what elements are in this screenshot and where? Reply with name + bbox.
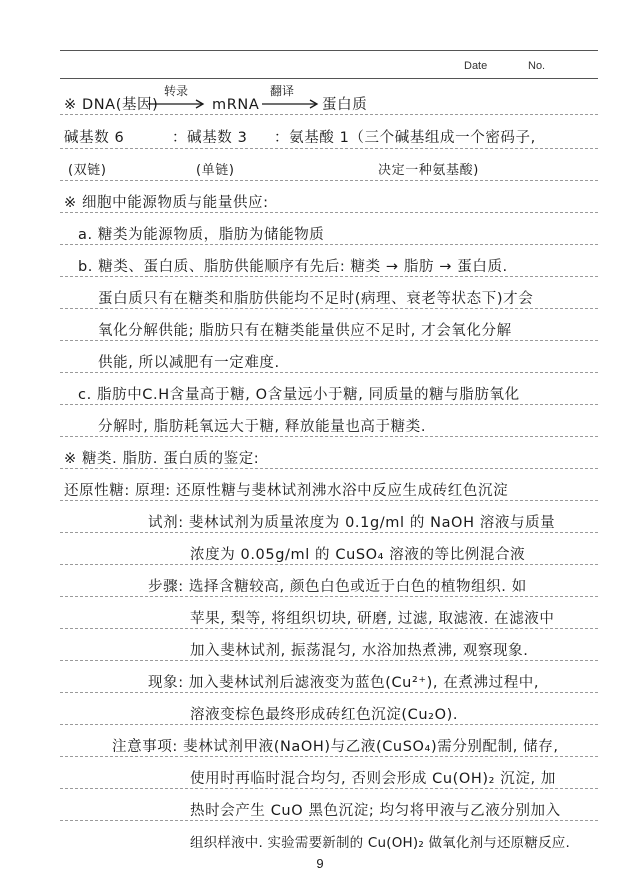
ruled-line — [60, 468, 598, 469]
notes-line1: 注意事项: 斐林试剂甲液(NaOH)与乙液(CuSO₄)需分别配制, 储存, — [112, 739, 559, 755]
energy-point-c-line1: c. 脂肪中C.H含量高于糖, O含量远小于糖, 同质量的糖与脂肪氧化 — [78, 387, 520, 403]
ruled-line — [60, 372, 598, 373]
ruled-line — [60, 500, 598, 501]
energy-point-c-line2: 分解时, 脂肪耗氧远大于糖, 释放能量也高于糖类. — [98, 419, 427, 435]
energy-point-b-line2: 蛋白质只有在糖类和脂肪供能均不足时(病理、衰老等状态下)才会 — [98, 291, 534, 307]
translation-arrow-icon — [262, 99, 320, 109]
reducing-sugar-principle: 还原性糖: 原理: 还原性糖与斐林试剂沸水浴中反应生成砖红色沉淀 — [64, 483, 509, 499]
double-strand-note: (双链) — [68, 163, 107, 178]
dna-base-count: 碱基数 6 — [64, 130, 125, 146]
mrna-base-count: ：碱基数 3 — [172, 130, 248, 146]
transcription-arrow-icon — [148, 99, 206, 109]
reagent-line1: 试剂: 斐林试剂为质量浓度为 0.1g/ml 的 NaOH 溶液与质量 — [148, 515, 556, 531]
ruled-line — [60, 180, 598, 181]
notes-line4: 组织样液中. 实验需要新制的 Cu(OH)₂ 做氧化剂与还原糖反应. — [190, 835, 570, 851]
ruled-line — [60, 660, 598, 661]
ruled-line — [60, 244, 598, 245]
ruled-line — [60, 820, 598, 821]
ruled-line — [60, 628, 598, 629]
translation-label: 翻译 — [270, 84, 295, 98]
header-top-line — [60, 50, 598, 51]
steps-line2: 苹果, 梨等, 将组织切块, 研磨, 过滤, 取滤液. 在滤液中 — [190, 611, 555, 627]
page-number: 9 — [316, 856, 324, 871]
header-bottom-line — [60, 78, 598, 79]
notes-line3: 热时会产生 CuO 黑色沉淀; 均匀将甲液与乙液分别加入 — [190, 803, 561, 819]
energy-point-b-line4: 供能, 所以减肥有一定难度. — [98, 355, 280, 371]
ruled-line — [60, 788, 598, 789]
ruled-line — [60, 212, 598, 213]
ruled-line — [60, 436, 598, 437]
energy-point-a: a. 糖类为能源物质，脂肪为储能物质 — [78, 227, 325, 243]
steps-line3: 加入斐林试剂, 振荡混匀, 水浴加热煮沸, 观察现象. — [190, 643, 529, 659]
ruled-line — [60, 692, 598, 693]
ruled-line — [60, 596, 598, 597]
protein-label: 蛋白质 — [322, 97, 368, 113]
identification-section-title: ※ 糖类. 脂肪. 蛋白质的鉴定: — [64, 451, 260, 467]
reagent-line2: 浓度为 0.05g/ml 的 CuSO₄ 溶液的等比例混合液 — [190, 547, 526, 563]
energy-point-b-line1: b. 糖类、蛋白质、脂肪供能顺序有先后: 糖类 → 脂肪 → 蛋白质. — [78, 259, 508, 275]
transcription-label: 转录 — [164, 84, 189, 98]
mrna-label: mRNA — [212, 97, 260, 113]
phenomenon-line2: 溶液变棕色最终形成砖红色沉淀(Cu₂O). — [190, 707, 459, 723]
date-label: Date — [464, 60, 488, 72]
ruled-line — [60, 564, 598, 565]
ruled-line — [60, 148, 598, 149]
energy-section-title: ※ 细胞中能源物质与能量供应: — [64, 195, 269, 211]
phenomenon-line1: 现象: 加入斐林试剂后滤液变为蓝色(Cu²⁺), 在煮沸过程中, — [148, 675, 540, 691]
ruled-line — [60, 114, 598, 115]
ruled-line — [60, 404, 598, 405]
dna-label: ※ DNA(基因) — [64, 97, 159, 113]
ruled-line — [60, 340, 598, 341]
ruled-line — [60, 532, 598, 533]
ruled-line — [60, 308, 598, 309]
ruled-line — [60, 756, 598, 757]
ruled-line — [60, 276, 598, 277]
steps-line1: 步骤: 选择含糖较高, 颜色白色或近于白色的植物组织. 如 — [148, 579, 527, 595]
ruled-line — [60, 724, 598, 725]
notes-line2: 使用时再临时混合均匀, 否则会形成 Cu(OH)₂ 沉淀, 加 — [190, 771, 557, 787]
codon-note: 决定一种氨基酸) — [378, 163, 479, 178]
amino-acid-count: ：氨基酸 1（三个碱基组成一个密码子, — [274, 130, 536, 146]
energy-point-b-line3: 氧化分解供能; 脂肪只有在糖类能量供应不足时, 才会氧化分解 — [98, 323, 512, 339]
single-strand-note: (单链) — [196, 163, 235, 178]
no-label: No. — [528, 60, 546, 72]
